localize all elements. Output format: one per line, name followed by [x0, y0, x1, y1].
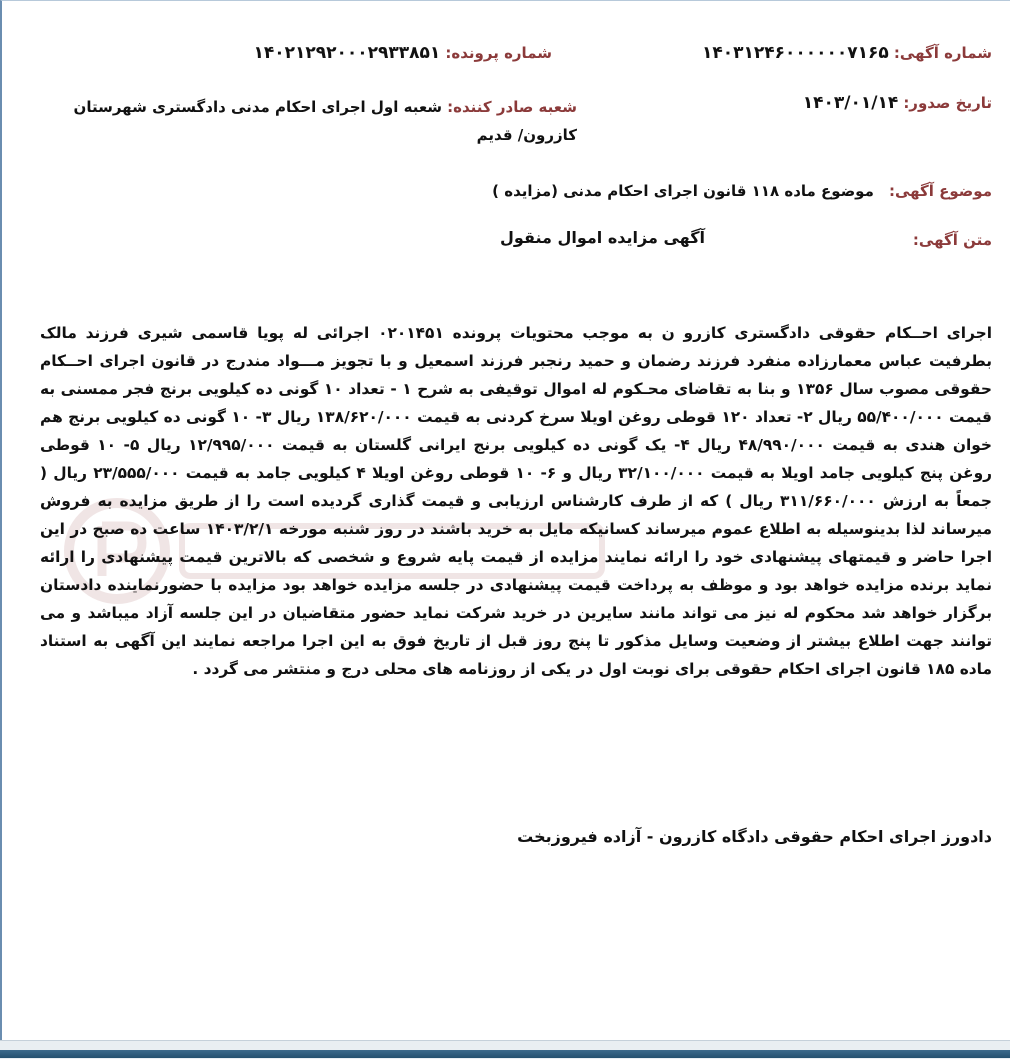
window-bottom-bar [0, 1050, 1010, 1058]
notice-title-row [500, 228, 705, 247]
issuer: شعبه اول اجرای احکام مدنی دادگستری شهرستان کازرون/ قدیم [73, 98, 577, 144]
issue-date-label: تاریخ صدور: [903, 94, 992, 112]
case-number-row [254, 43, 552, 63]
notice-title: آگهی مزایده اموال منقول [500, 228, 705, 247]
issue-date: ۱۴۰۳/۰۱/۱۴ [802, 93, 899, 113]
notice-body: اجرای احــکام حقوقی دادگستری کازرو ن به موجب محتویات پرونده ۰۲۰۱۴۵۱ اجرائی له پویا قاسمی شیری فرزند مالک بطرفیت عباس معمارزاده منفرد فرزند رضمان و حمید رنجبر فرزند اسمعیل و با تجویز مـــواد مندرج در قانون اجرای احــکام حقوقی مصوب سال ۱۳۵۶ و بنا به تقاضای محـکوم له اموال توقیفی به شرح ۱ - تعداد ۱۰ گونی ده کیلویی برنج فجر ممسنی به قیمت ۵۵/۴۰۰/۰۰۰ ریال ۲- تعداد ۱۲۰ قوطی روغن اویلا سرخ کردنی به قیمت ۱۳۸/۶۲۰/۰۰۰ ریال ۳- ۱۰ گونی ده کیلویی برنج هم خوان هندی به قیمت ۴۸/۹۹۰/۰۰۰ ریال ۴- یک گونی ده کیلویی برنج ایرانی گلستان به قیمت ۱۲/۹۹۵/۰۰۰ ریال ۵- ۱۰ قوطی روغن پنج کیلویی جامد اویلا به قیمت ۳۲/۱۰۰/۰۰۰ ریال و ۶- ۱۰ قوطی روغن اویلا ۴ کیلویی جامد به قیمت ۲۳/۵۵۵/۰۰۰ ریال ( جمعاً به ارزش ۳۱۱/۶۶۰/۰۰۰ ریال ) که از طرف کارشناس ارزیابی و قیمت گذاری گردیده است را از طریق مزایده به فروش میرساند لذا بدینوسیله به اطلاع عموم میرساند کسانیکه مایل به خرید باشند در روز شنبه مورخه ۱۴۰۳/۲/۱ ساعت ده صبح در این اجرا حاضر و قیمتهای پیشنهادی خود را ارائه نمایند مزایده از قیمت پایه شروع و شخصی که بالاترین قیمت پیشنهادی را ارائه نماید برنده مزایده خواهد بود و موظف به پرداخت قیمت پیشنهادی در جلسه مزایده خواهد بود مزایده با حضورنماینده دادستان برگزار خواهد شد محکوم له نیز می تواند مانند سایرین در خرید شرکت نماید حضور متقاضیان در این جلسه آزاد میباشد و می توانند جهت اطلاع بیشتر از وضعیت وسایل مذکور تا پنج روز قبل از تاریخ فوق به این اجرا مراجعه نمایند این آگهی به استناد ماده ۱۸۵ قانون اجرای احکام حقوقی برای نوبت اول در یکی از روزنامه های محلی درج و منتشر می گردد . [40, 324, 993, 678]
subject-row [492, 181, 992, 200]
signature: دادورز اجرای احکام حقوقی دادگاه کازرون - آزاده فیروزبخت [517, 827, 992, 846]
case-number-label: شماره پرونده: [445, 44, 552, 62]
notice-number: ۱۴۰۳۱۲۴۶۰۰۰۰۰۰۷۱۶۵ [702, 43, 889, 63]
case-number: ۱۴۰۲۱۲۹۲۰۰۰۲۹۳۳۸۵۱ [253, 43, 441, 63]
subject-value: موضوع ماده ۱۱۸ قانون اجرای احکام مدنی (مزایده ) [492, 182, 874, 200]
notice-number-row [702, 43, 992, 63]
notice-text-label: متن آگهی: [912, 231, 992, 249]
issue-date-row [803, 93, 992, 113]
notice-number-label: شماره آگهی: [893, 44, 992, 62]
issuer-label: شعبه صادر کننده: [447, 98, 577, 116]
notice-text-label-row [913, 230, 992, 249]
issuer-row [17, 93, 577, 149]
subject-label: موضوع آگهی: [888, 182, 992, 200]
